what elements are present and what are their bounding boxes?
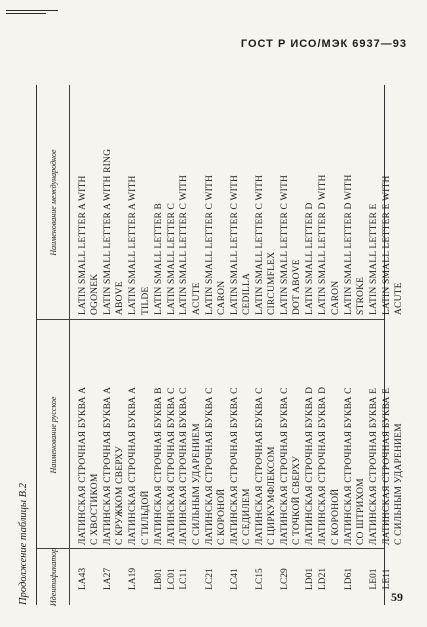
russian-name-line: ЛАТИНСКАЯ СТРОЧНАЯ БУКВА D [305,386,316,545]
row-identifier: LD21 [318,567,329,591]
international-name-line: LATIN SMALL LETTER D [305,202,316,315]
international-name-line: LATIN SMALL LETTER E [368,203,379,315]
russian-name-line: ЛАТИНСКАЯ СТРОЧНАЯ БУКВА A [128,386,139,545]
row-russian-name [77,325,102,545]
row-international-name [381,85,406,315]
russian-name-line: ЛАТИНСКАЯ СТРОЧНАЯ БУКВА E [368,387,379,545]
row-identifier: LC29 [280,568,291,590]
russian-name-line: ЛАТИНСКАЯ СТРОЧНАЯ БУКВА C [166,387,177,545]
row-identifier: LC01 [166,568,177,590]
row-russian-name [279,325,304,545]
international-name-line: LATIN SMALL LETTER D WITH [318,174,329,315]
row-international-name [229,85,254,315]
table-row [127,85,152,605]
row-international-name [153,85,165,315]
international-name-line: LATIN SMALL LETTER C WITH [255,174,265,315]
russian-name-line: С СЕДИЛЕМ [242,488,253,545]
table-row [254,85,279,605]
row-russian-name [381,325,406,545]
table-row [153,85,165,605]
table-row [304,85,316,605]
row-international-name [102,85,127,315]
row-international-name [304,85,316,315]
row-identifier: LD01 [305,567,316,591]
row-russian-name [102,325,127,545]
russian-name-line: С КОРОНОЙ [330,488,341,545]
international-name-line: ACUTE [393,282,404,315]
table-row [204,85,229,605]
row-russian-name [229,325,254,545]
table-row [279,85,304,605]
standard-header: ГОСТ Р ИСО/МЭК 6937—93 [240,38,407,50]
international-name-line: TILDE [140,286,151,315]
table-row [368,85,380,605]
row-identifier: LA19 [128,567,139,591]
table-row [77,85,102,605]
russian-name-line: С ТОЧКОЙ СВЕРХУ [292,455,303,545]
international-name-line: LATIN SMALL LETTER A WITH [128,175,139,315]
table-row [102,85,127,605]
header-international: Наименование международное [48,149,58,256]
row-russian-name [178,325,203,545]
international-name-line: ACUTE [191,282,202,315]
russian-name-line: С КОРОНОЙ [216,488,227,545]
row-russian-name [166,325,178,545]
page-number: 59 [391,590,403,604]
table-row [381,85,406,605]
row-international-name [368,85,380,315]
international-name-line: LATIN SMALL LETTER C WITH [204,174,215,315]
table-caption: Продолжение таблицы В.2 [18,483,29,605]
international-name-line: LATIN SMALL LETTER C WITH [280,174,291,315]
row-international-name [77,85,102,315]
international-name-line: STROKE [355,276,366,315]
table-row [166,85,178,605]
row-identifier: LE11 [381,568,392,590]
scan-mark [6,10,58,11]
russian-name-line: С ТИЛЬДОЙ [140,490,151,545]
row-russian-name [304,325,316,545]
row-international-name [127,85,152,315]
row-russian-name [127,325,152,545]
russian-name-line: ЛАТИНСКАЯ СТРОЧНАЯ БУКВА C [343,387,354,545]
row-russian-name [368,325,380,545]
row-identifier: LC15 [255,568,265,590]
table-row [317,85,342,605]
international-name-line: LATIN SMALL LETTER A WITH RING [103,148,114,315]
russian-name-line: ЛАТИНСКАЯ СТРОЧНАЯ БУКВА A [103,386,114,545]
scan-mark [6,13,46,14]
russian-name-line: ЛАТИНСКАЯ СТРОЧНАЯ БУКВА C [229,387,240,545]
russian-name-line: С ХВОСТИКОМ [90,473,101,545]
international-name-line: CARON [330,280,341,315]
row-identifier: LC11 [179,568,190,590]
table-row [343,85,368,605]
row-russian-name [254,325,279,545]
international-name-line: LATIN SMALL LETTER A WITH [78,175,88,315]
russian-name-line: СО ШТРИХОМ [355,478,366,545]
international-name-line: LATIN SMALL LETTER E WITH [381,175,392,315]
russian-name-line: С ЦИРКУМФЛЕКСОМ [267,446,278,545]
row-russian-name [317,325,342,545]
row-identifier: LD61 [343,567,354,591]
russian-name-line: ЛАТИНСКАЯ СТРОЧНАЯ БУКВА E [381,387,392,545]
table-row [178,85,203,605]
russian-name-line: ЛАТИНСКАЯ СТРОЧНАЯ БУКВА C [204,387,215,545]
international-name-line: LATIN SMALL LETTER D WITH [343,174,354,315]
international-name-line: CEDILLA [242,272,253,315]
header-russian: Наименование русское [48,396,58,474]
russian-name-line: С КРУЖКОМ СВЕРХУ [115,446,126,545]
russian-name-line: С СИЛЬНЫМ УДАРЕНИЕМ [393,423,404,545]
row-international-name [204,85,229,315]
row-international-name [166,85,178,315]
international-name-line: CIRCUMFLEX [267,251,278,315]
row-identifier: LC21 [204,568,215,590]
header-id: Идентификатор [48,547,58,607]
russian-name-line: С СИЛЬНЫМ УДАРЕНИЕМ [191,423,202,545]
row-identifier: LA27 [103,567,114,591]
row-international-name [343,85,368,315]
header-divider [69,85,70,605]
international-name-line: LATIN SMALL LETTER C [166,202,177,315]
international-name-line: ABOVE [115,281,126,315]
international-name-line: CARON [216,280,227,315]
row-identifier: LB01 [153,568,164,590]
row-identifier: LC41 [229,568,240,590]
row-russian-name [343,325,368,545]
row-international-name [317,85,342,315]
international-name-line: LATIN SMALL LETTER B [153,202,164,315]
international-name-line: LATIN SMALL LETTER C WITH [179,174,190,315]
international-name-line: LATIN SMALL LETTER C WITH [229,174,240,315]
row-russian-name [204,325,229,545]
row-russian-name [153,325,165,545]
russian-name-line: ЛАТИНСКАЯ СТРОЧНАЯ БУКВА C [280,387,291,545]
row-identifier: LE01 [368,568,379,590]
russian-name-line: ЛАТИНСКАЯ СТРОЧНАЯ БУКВА C [179,387,190,545]
table-row [229,85,254,605]
russian-name-line: ЛАТИНСКАЯ СТРОЧНАЯ БУКВА A [78,386,88,545]
row-international-name [254,85,279,315]
international-name-line: OGONEK [90,273,101,315]
row-identifier: LA43 [78,567,88,591]
russian-name-line: ЛАТИНСКАЯ СТРОЧНАЯ БУКВА B [153,387,164,545]
international-name-line: DOT ABOVE [292,259,303,315]
row-international-name [178,85,203,315]
russian-name-line: ЛАТИНСКАЯ СТРОЧНАЯ БУКВА C [255,387,265,545]
russian-name-line: ЛАТИНСКАЯ СТРОЧНАЯ БУКВА D [318,386,329,545]
row-international-name [279,85,304,315]
